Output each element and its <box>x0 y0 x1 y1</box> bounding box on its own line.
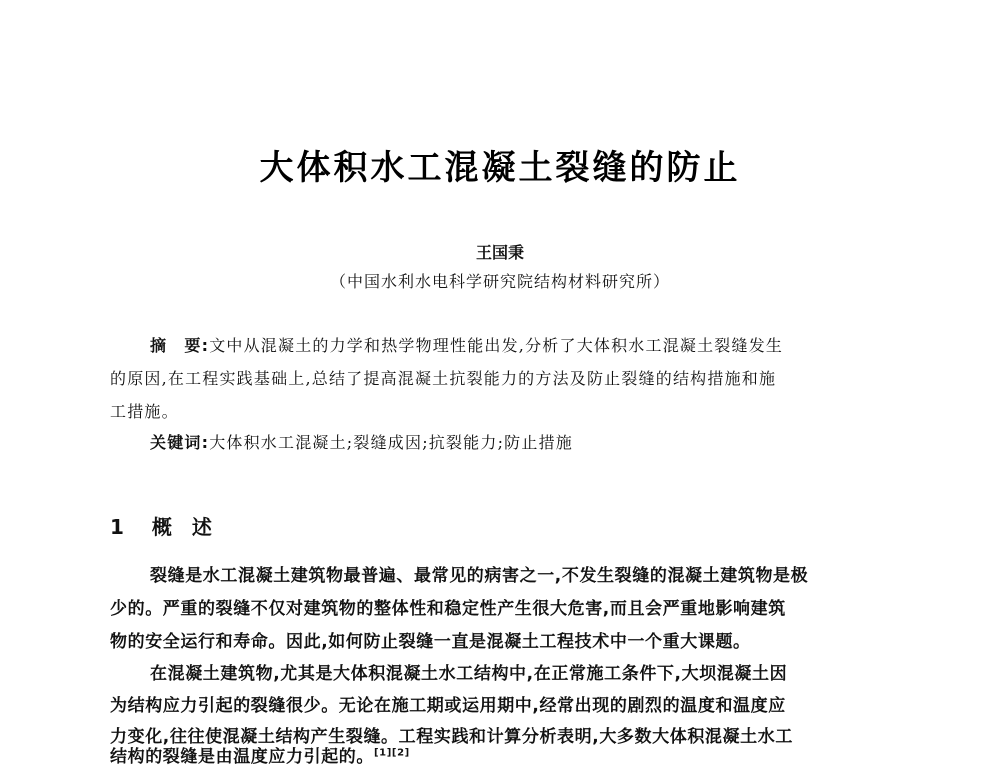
author-affiliation: （中国水利水电科学研究院结构材料研究所） <box>329 272 670 291</box>
body-line-4: 在混凝土建筑物,尤其是大体积混凝土水工结构中,在正常施工条件下,大坝混凝土因 <box>150 664 788 684</box>
body-line-2: 少的。严重的裂缝不仅对建筑物的整体性和稳定性产生很大危害,而且会严重地影响建筑 <box>110 599 786 619</box>
abstract-line-1 <box>150 333 783 356</box>
author-name: 王国秉 <box>475 243 524 262</box>
section-heading <box>110 511 212 540</box>
body-line-1: 裂缝是水工混凝土建筑物最普遍、最常见的病害之一,不发生裂缝的混凝土建筑物是极 <box>150 566 809 586</box>
abstract-line-3: 工措施。 <box>110 402 179 421</box>
keywords-label: 关键词: <box>150 433 210 452</box>
body-line-5: 为结构应力引起的裂缝很少。无论在施工期或运用期中,经常出现的剧烈的温度和温度应 <box>110 696 786 716</box>
paper-title: 大体积水工混凝土裂缝的防止 <box>259 148 741 188</box>
body-line-3: 物的安全运行和寿命。因此,如何防止裂缝一直是混凝土工程技术中一个重大课题。 <box>110 632 751 652</box>
citation: [1][2] <box>374 747 410 759</box>
body-text-7: 结构的裂缝是由温度应力引起的。 <box>110 747 374 767</box>
section-number: 1 <box>110 515 124 539</box>
body-line-7 <box>110 742 410 767</box>
keywords-text: 大体积水工混凝土;裂缝成因;抗裂能力;防止措施 <box>209 433 573 452</box>
abstract-text-1: 文中从混凝土的力学和热学物理性能出发,分析了大体积水工混凝土裂缝发生 <box>209 336 784 355</box>
body-line-6: 力变化,往往使混凝土结构产生裂缝。工程实践和计算分析表明,大多数大体积混凝土水工 <box>110 727 793 747</box>
keywords-line <box>150 430 573 453</box>
abstract-line-2: 的原因,在工程实践基础上,总结了提高混凝土抗裂能力的方法及防止裂缝的结构措施和施 <box>110 369 777 388</box>
abstract-label: 摘 要: <box>150 336 210 355</box>
section-title: 概 述 <box>151 515 212 539</box>
